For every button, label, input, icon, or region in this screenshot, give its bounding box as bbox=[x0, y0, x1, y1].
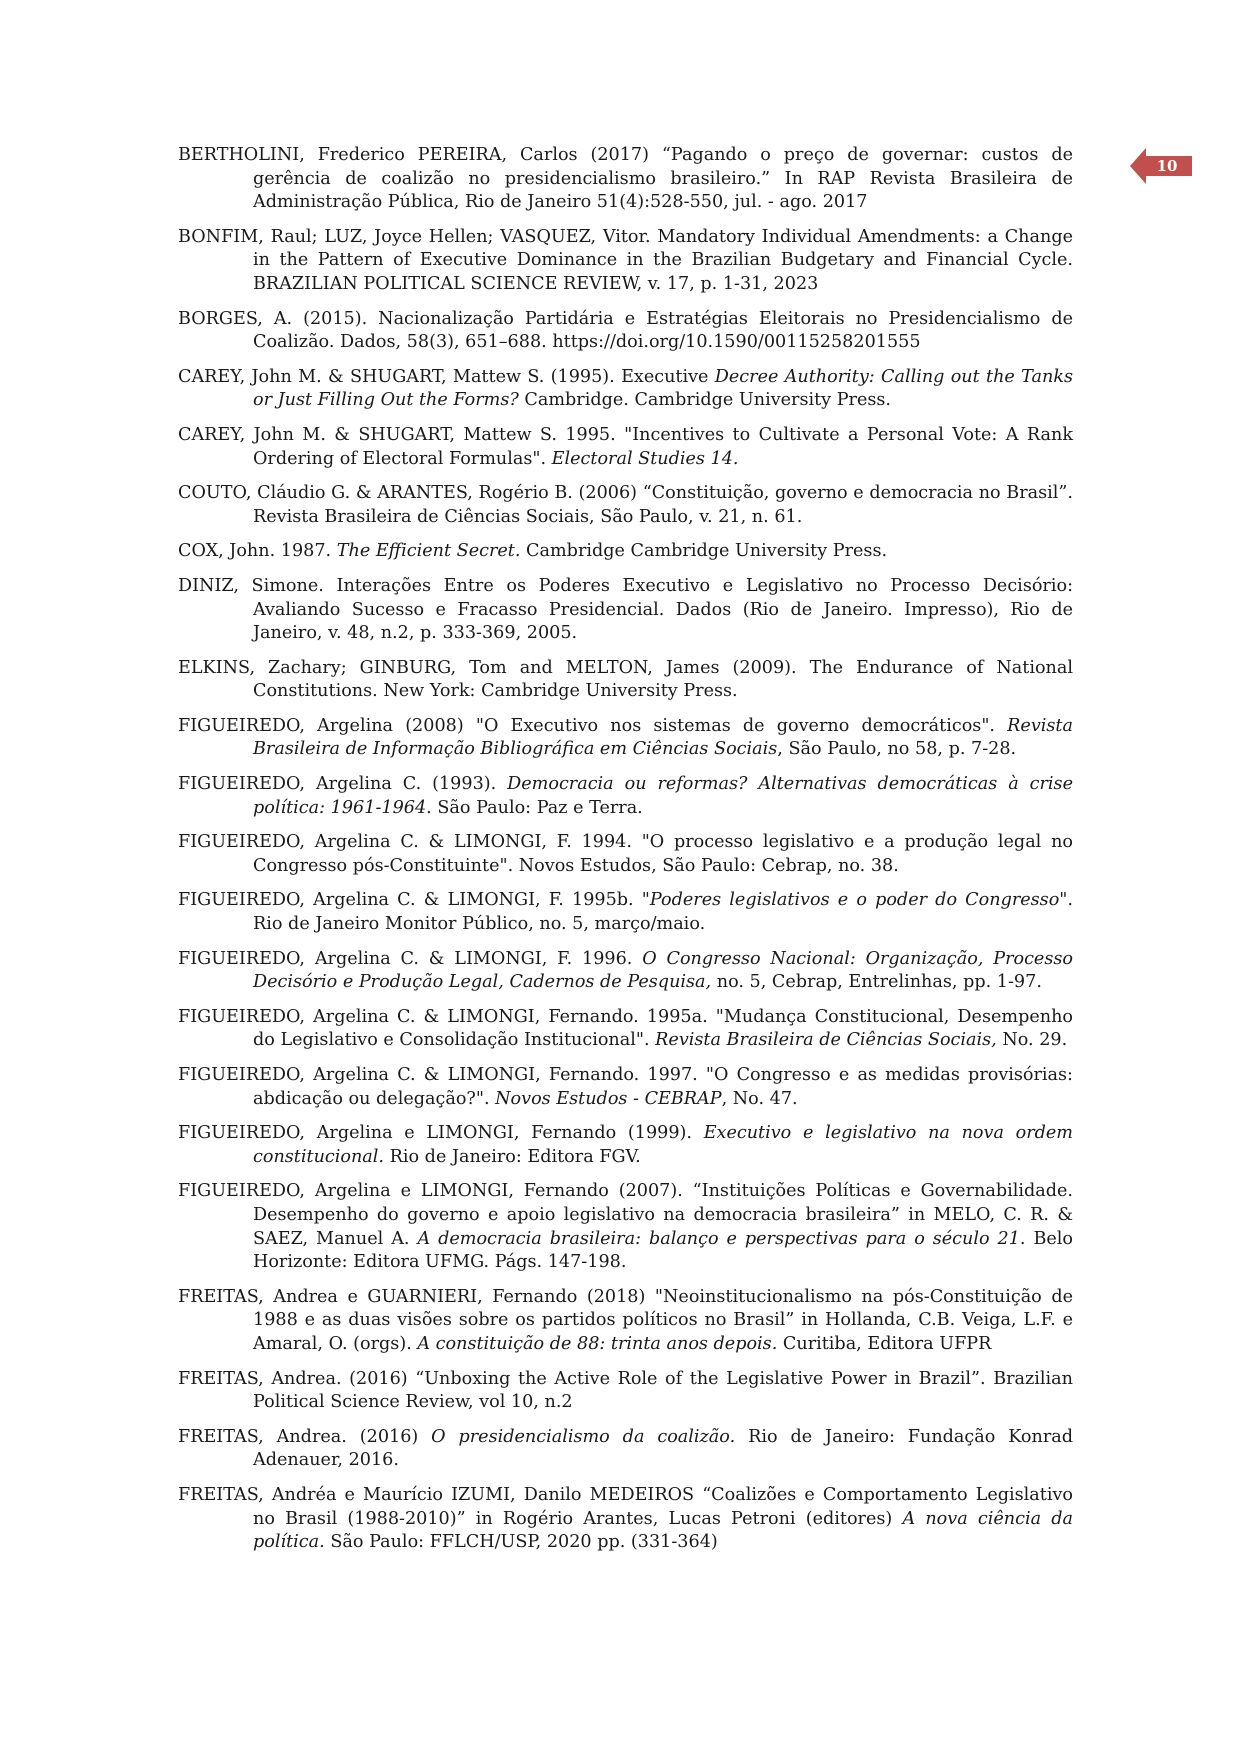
reference-text: BORGES, A. (2015). Nacionalização Partidária e Estratégias Eleitorais no Presidencialismo de Coalizão. Dados, 58(3), 651–688. https://doi.org/10.1590/00115258201555 bbox=[178, 308, 1073, 353]
reference-text: Rio de Janeiro: Fundação Konrad Adenauer, 2016. bbox=[253, 1426, 1073, 1471]
reference-text: FIGUEIREDO, Argelina C. & LIMONGI, Fernando. 1995a. "Mudança Constitucional, Desempenho do Legislativo e Consolidação Institucional". bbox=[178, 1006, 1073, 1051]
reference-text: ELKINS, Zachary; GINBURG, Tom and MELTON, James (2009). The Endurance of National Constitutions. New York: Cambridge University Press. bbox=[178, 657, 1073, 702]
reference-text: FIGUEIREDO, Argelina C. & LIMONGI, F. 1994. "O processo legislativo e a produção legal no Congresso pós-Constituinte". Novos Estudos, São Paulo: Cebrap, no. 38. bbox=[178, 832, 1073, 876]
reference-text: COUTO, Cláudio G. & ARANTES, Rogério B. (2006) “Constituição, governo e democracia no Brasil”. Revista Brasileira de Ciências Sociais, São Paulo, v. 21, n. 61. bbox=[178, 483, 1073, 527]
reference-entry bbox=[178, 1180, 1073, 1274]
reference-text: FREITAS, Andrea. (2016) bbox=[178, 1426, 432, 1447]
reference-title-italic: A constituição de 88: trinta anos depois. bbox=[417, 1333, 778, 1354]
reference-text: No. 29. bbox=[996, 1030, 1068, 1051]
reference-title-italic: Democracia ou reformas? Alternativas democráticas à crise política: 1961-1964 bbox=[253, 774, 1073, 818]
reference-text: Cambridge. Cambridge University Press. bbox=[518, 390, 892, 411]
reference-entry bbox=[178, 226, 1073, 297]
reference-entry bbox=[178, 540, 1073, 564]
reference-text: , São Paulo, no 58, p. 7-28. bbox=[777, 739, 1017, 760]
reference-text: Rio de Janeiro: Editora FGV. bbox=[384, 1146, 641, 1167]
reference-text: BONFIM, Raul; LUZ, Joyce Hellen; VASQUEZ, Vitor. Mandatory Individual Amendments: a Change in the Pattern of Executive Dominance in the Brazilian Budgetary and Financial Cycle. BRAZILIAN POLITICAL SCIENCE REVIEW, v. 17, p. 1-31, 2023 bbox=[178, 226, 1073, 294]
reference-text: BERTHOLINI, Frederico PEREIRA, Carlos (2017) “Pagando o preço de governar: custos de gerência de coalizão no presidencialismo brasileiro.” In RAP Revista Brasileira de Administração Pública, Rio de Janeiro 51(4):528-550, jul. - ago. 2017 bbox=[178, 145, 1073, 213]
reference-text: . São Paulo: Paz e Terra. bbox=[426, 797, 643, 818]
reference-text: , No. 47. bbox=[721, 1088, 798, 1109]
reference-text: FIGUEIREDO, Argelina e LIMONGI, Fernando (2007). “Instituições Políticas e Governabilidade. Desempenho do governo e apoio legislativo na democracia brasileira” in MELO, C. R. & SAEZ, Manuel A. bbox=[178, 1181, 1073, 1249]
reference-text: . Belo Horizonte: Editora UFMG. Págs. 147-198. bbox=[253, 1228, 1073, 1273]
reference-text: FIGUEIREDO, Argelina C. & LIMONGI, F. 1996. bbox=[178, 948, 643, 969]
reference-entry bbox=[178, 424, 1073, 471]
reference-title-italic: O Congresso Nacional: Organização, Processo Decisório e Produção Legal, Cadernos de Pesquisa, bbox=[253, 948, 1073, 993]
reference-text: Cambridge Cambridge University Press. bbox=[520, 541, 888, 562]
reference-entry bbox=[178, 1286, 1073, 1357]
reference-text: FIGUEIREDO, Argelina (2008) "O Executivo nos sistemas de governo democráticos". bbox=[178, 715, 1008, 736]
reference-text: FIGUEIREDO, Argelina e LIMONGI, Fernando (1999). bbox=[178, 1123, 704, 1144]
reference-text: FREITAS, Andrea e GUARNIERI, Fernando (2018) "Neoinstitucionalismo na pós-Constituição de 1988 e as duas visões sobre os partidos políticos no Brasil” in Hollanda, C.B. Veiga, L.F. e Amaral, O. (orgs). bbox=[178, 1286, 1073, 1354]
reference-entry bbox=[178, 366, 1073, 413]
reference-text: São Paulo: FFLCH/USP, 2020 pp. (331-364) bbox=[324, 1532, 718, 1553]
reference-entry bbox=[178, 575, 1073, 646]
reference-entry bbox=[178, 144, 1073, 215]
reference-title-italic: Revista Brasileira de Informação Bibliográfica em Ciências Sociais bbox=[253, 715, 1073, 760]
reference-entry bbox=[178, 1426, 1073, 1473]
reference-entry bbox=[178, 831, 1073, 878]
reference-entry bbox=[178, 482, 1073, 529]
reference-entry bbox=[178, 657, 1073, 704]
reference-text: FIGUEIREDO, Argelina C. (1993). bbox=[178, 774, 508, 795]
reference-title-italic: Electoral Studies 14. bbox=[551, 448, 739, 469]
reference-entry bbox=[178, 715, 1073, 762]
reference-title-italic: A democracia brasileira: balanço e perspectivas para o século 21 bbox=[417, 1228, 1020, 1249]
reference-text: FIGUEIREDO, Argelina C. & LIMONGI, Fernando. 1997. "O Congresso e as medidas provisórias: abdicação ou delegação?". bbox=[178, 1065, 1073, 1109]
reference-text: DINIZ, Simone. Interações Entre os Poderes Executivo e Legislativo no Processo Decisório: Avaliando Sucesso e Fracasso Presidencial. Dados (Rio de Janeiro. Impresso), Rio de Janeiro, v. 48, n.2, p. 333-369, 2005. bbox=[178, 575, 1073, 644]
reference-list bbox=[178, 144, 1073, 1566]
page-number: 10 bbox=[1156, 157, 1178, 175]
reference-entry bbox=[178, 1064, 1073, 1111]
reference-entry bbox=[178, 773, 1073, 820]
reference-title-italic: A nova ciência da política. bbox=[253, 1508, 1073, 1553]
reference-entry bbox=[178, 948, 1073, 995]
reference-title-italic: Revista Brasileira de Ciências Sociais, bbox=[655, 1030, 997, 1051]
reference-entry bbox=[178, 1368, 1073, 1415]
reference-text: Curitiba, Editora UFPR bbox=[777, 1333, 992, 1354]
reference-entry bbox=[178, 889, 1073, 936]
reference-text: no. 5, Cebrap, Entrelinhas, pp. 1-97. bbox=[711, 972, 1042, 993]
reference-entry bbox=[178, 1484, 1073, 1555]
reference-entry bbox=[178, 1122, 1073, 1169]
reference-title-italic: The Efficient Secret. bbox=[336, 541, 521, 562]
page-number-marker bbox=[1130, 148, 1192, 184]
reference-text: COX, John. 1987. bbox=[178, 541, 337, 562]
reference-title-italic: Executivo e legislativo na nova ordem constitucional. bbox=[253, 1123, 1073, 1167]
reference-title-italic: O presidencialismo da coalizão. bbox=[431, 1426, 736, 1447]
reference-text: FREITAS, Andréa e Maurício IZUMI, Danilo MEDEIROS “Coalizões e Comportamento Legislativo no Brasil (1988-2010)” in Rogério Arantes, Lucas Petroni (editores) bbox=[178, 1484, 1073, 1529]
reference-text: CAREY, John M. & SHUGART, Mattew S. (1995). Executive bbox=[178, 366, 715, 387]
reference-entry bbox=[178, 308, 1073, 355]
reference-text: CAREY, John M. & SHUGART, Mattew S. 1995. "Incentives to Cultivate a Personal Vote: A Rank Ordering of Electoral Formulas". bbox=[178, 424, 1073, 469]
reference-text: . Rio de Janeiro Monitor Público, no. 5, março/maio. bbox=[253, 890, 1073, 935]
reference-text: FREITAS, Andrea. (2016) “Unboxing the Active Role of the Legislative Power in Brazil”. Brazilian Political Science Review, vol 10, n.2 bbox=[178, 1368, 1073, 1413]
reference-text: FIGUEIREDO, Argelina C. & LIMONGI, F. 1995b. bbox=[178, 890, 642, 911]
reference-title-italic: "Poderes legislativos e o poder do Congresso" bbox=[641, 890, 1068, 911]
reference-entry bbox=[178, 1006, 1073, 1053]
reference-title-italic: Decree Authority: Calling out the Tanks or Just Filling Out the Forms? bbox=[253, 366, 1074, 411]
reference-title-italic: Novos Estudos - CEBRAP bbox=[495, 1088, 722, 1109]
